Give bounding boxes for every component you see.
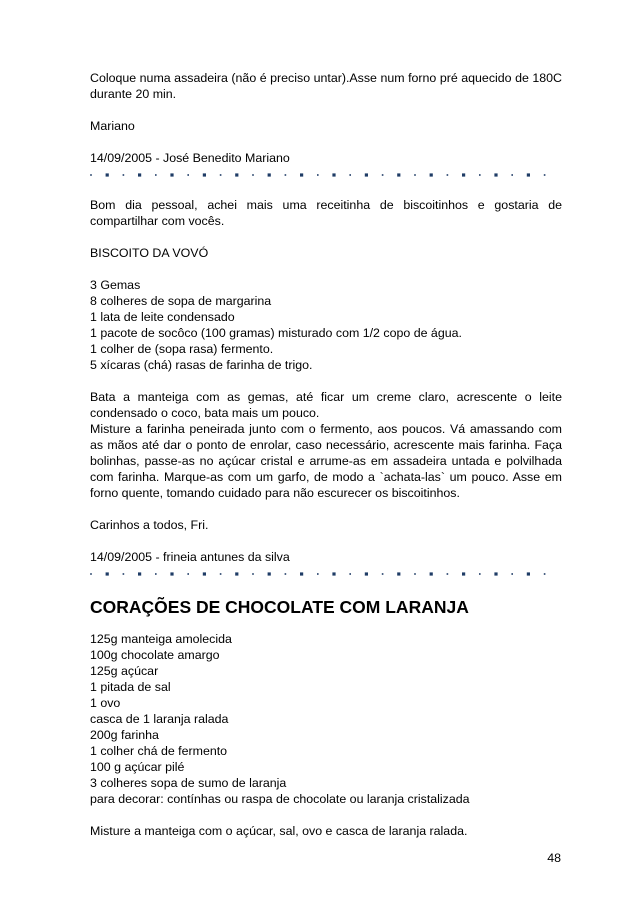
recipe3-method: Misture a manteiga com o açúcar, sal, ovo e casca de laranja ralada. xyxy=(90,824,468,838)
separator-dot xyxy=(511,573,513,575)
list-item: 125g manteiga amolecida xyxy=(90,632,232,646)
post2-intro: Bom dia pessoal, achei mais uma receitinha de biscoitinhos e gostaria de compartilhar com vocês. xyxy=(90,198,562,228)
list-item: 1 pacote de socôco (100 gramas) misturado com 1/2 copo de água. xyxy=(90,326,462,340)
document-page xyxy=(90,70,562,839)
separator-dot xyxy=(382,174,384,176)
separator-dot xyxy=(203,572,206,575)
post2-title: BISCOITO DA VOVÓ xyxy=(90,246,209,260)
separator-dot xyxy=(544,174,546,176)
separator-dot xyxy=(285,174,287,176)
separator-dot xyxy=(479,573,481,575)
separator-dot xyxy=(349,573,351,575)
separator-dot xyxy=(382,573,384,575)
list-item: 8 colheres de sopa de margarina xyxy=(90,294,272,308)
separator-dot xyxy=(462,572,465,575)
separator-dot xyxy=(397,572,400,575)
list-item: casca de 1 laranja ralada xyxy=(90,712,229,726)
post2-method-1: Bata a manteiga com as gemas, até ficar um creme claro, acrescente o leite condensado o coco, bata mais um pouco. xyxy=(90,390,562,420)
post2-signature: Carinhos a todos, Fri. xyxy=(90,518,209,532)
post1-meta: 14/09/2005 - José Benedito Mariano xyxy=(90,151,290,165)
recipe-heading: CORAÇÕES DE CHOCOLATE COM LARANJA xyxy=(90,597,469,617)
separator-dot xyxy=(365,173,368,176)
separator-dot xyxy=(494,572,497,575)
separator-dot xyxy=(414,573,416,575)
list-item: 1 ovo xyxy=(90,696,121,710)
separator-dot xyxy=(332,173,335,176)
separator-dot xyxy=(220,174,222,176)
list-item: 1 colher chá de fermento xyxy=(90,744,228,758)
separator-dot xyxy=(268,173,271,176)
separator-dot xyxy=(414,174,416,176)
separator-dot xyxy=(479,174,481,176)
separator-dot xyxy=(138,572,141,575)
list-item: 1 pitada de sal xyxy=(90,680,171,694)
separator-dot xyxy=(447,573,449,575)
separator-dot xyxy=(170,572,173,575)
separator-dot xyxy=(155,573,157,575)
separator-dot xyxy=(235,173,238,176)
separator-dot xyxy=(430,572,433,575)
list-item: 3 Gemas xyxy=(90,278,141,292)
separator-dot xyxy=(252,174,254,176)
separator-dot xyxy=(138,173,141,176)
post1-text: Coloque numa assadeira (não é preciso untar).Asse num forno pré aquecido de 180C durante 20 min. xyxy=(90,71,562,101)
separator-dot xyxy=(170,173,173,176)
recipe3-ingredient-list xyxy=(90,631,562,807)
separator-dot xyxy=(494,173,497,176)
separator-dot xyxy=(90,174,92,176)
separator-dot xyxy=(349,174,351,176)
separator-dot xyxy=(187,573,189,575)
separator-dot xyxy=(203,173,206,176)
list-item: 200g farinha xyxy=(90,728,159,742)
separator-dot xyxy=(252,573,254,575)
post2-ingredient-list xyxy=(90,277,562,373)
separator-dot xyxy=(123,174,125,176)
separator-dot xyxy=(447,174,449,176)
separator-dot xyxy=(544,573,546,575)
separator-dots xyxy=(90,168,562,182)
list-item: 125g açúcar xyxy=(90,664,159,678)
list-item: para decorar: contínhas ou raspa de chocolate ou laranja cristalizada xyxy=(90,792,470,806)
list-item: 5 xícaras (chá) rasas de farinha de trigo. xyxy=(90,358,313,372)
separator-dot xyxy=(430,173,433,176)
separator-dot xyxy=(220,573,222,575)
separator-dot xyxy=(365,572,368,575)
separator-dot xyxy=(106,173,109,176)
separator-dot xyxy=(187,174,189,176)
separator-dot xyxy=(106,572,109,575)
post1-signature: Mariano xyxy=(90,119,135,133)
post2-method-2: Misture a farinha peneirada junto com o fermento, aos poucos. Vá amassando com as mãos até dar o ponto de enrolar, caso necessário, acrescente mais farinha. Faça bolinhas, passe-as no açúcar cristal e arrume-as em assadeira untada e polvilhada com farinha. Marque-as com um garfo, de modo a `achata-las` um pouco. Asse em forno quente, tomando cuidado para não escurecer os biscoitinhos. xyxy=(90,422,562,500)
separator-dots xyxy=(90,567,562,581)
separator-dot xyxy=(511,174,513,176)
list-item: 100g chocolate amargo xyxy=(90,648,220,662)
list-item: 1 lata de leite condensado xyxy=(90,310,235,324)
page-number: 48 xyxy=(547,851,561,865)
list-item: 1 colher de (sopa rasa) fermento. xyxy=(90,342,274,356)
separator-dot xyxy=(235,572,238,575)
separator-dot xyxy=(317,573,319,575)
separator-dot xyxy=(332,572,335,575)
separator-dot xyxy=(300,173,303,176)
separator-dot xyxy=(462,173,465,176)
separator-dot xyxy=(527,572,530,575)
separator-dot xyxy=(317,174,319,176)
separator-dot xyxy=(268,572,271,575)
separator-dot xyxy=(300,572,303,575)
separator-dot xyxy=(285,573,287,575)
separator-dot xyxy=(527,173,530,176)
post2-meta: 14/09/2005 - frineia antunes da silva xyxy=(90,550,290,564)
separator-dot xyxy=(397,173,400,176)
list-item: 100 g açúcar pilé xyxy=(90,760,185,774)
list-item: 3 colheres sopa de sumo de laranja xyxy=(90,776,287,790)
separator-dot xyxy=(155,174,157,176)
separator-dot xyxy=(123,573,125,575)
separator-dot xyxy=(90,573,92,575)
